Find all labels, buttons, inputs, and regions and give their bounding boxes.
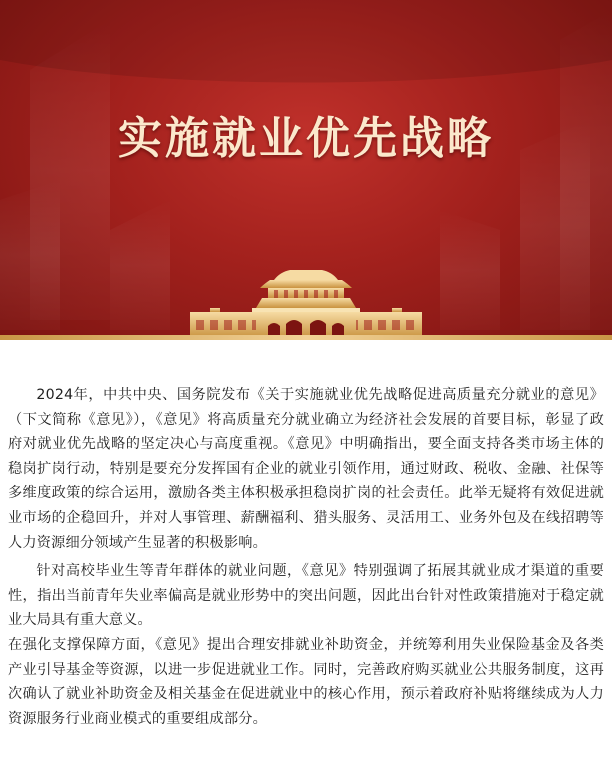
banner-gold-band (0, 335, 612, 340)
paragraph-2: 针对高校毕业生等青年群体的就业问题，《意见》特别强调了拓展其就业成才渠道的重要性，指出当前青年失业率偏高是就业形势中的突出问题，因此出台针对性政策措施对于稳定就业大局具有重大意义。 (8, 563, 604, 629)
header-banner (0, 0, 612, 340)
paragraph-1: 2024年，中共中央、国务院发布《关于实施就业优先战略促进高质量充分就业的意见》（下文简称《意见》），《意见》将高质量充分就业确立为经济社会发展的首要目标，彰显了政府对就业优先战略的坚定决心与高度重视。《意见》中明确指出，要全面支持各类市场主体的稳岗扩岗行动，特别是要充分发挥国有企业的就业引领作用，通过财政、税收、金融、社保等多维度政策的综合运用，激励各类主体积极承担稳岗扩岗的社会责任。此举无疑将有效促进就业市场的企稳回升，并对人事管理、薪酬福利、猎头服务、灵活用工、业务外包及在线招聘等人力资源细分领域产生显著的积极影响。 (8, 387, 604, 551)
tiananmen-gate-icon (190, 268, 422, 338)
paragraph-3: 在强化支撑保障方面，《意见》提出合理安排就业补助资金，并统筹利用失业保险基金及各类产业引导基金等资源，以进一步促进就业工作。同时，完善政府购买就业公共服务制度，这再次确认了就业补助资金及相关基金在促进就业中的核心作用，预示着政府补贴将继续成为人力资源服务行业商业模式的重要组成部分。 (8, 636, 604, 727)
banner-title: 实施就业优先战略 (118, 113, 494, 164)
article-body (0, 383, 612, 731)
